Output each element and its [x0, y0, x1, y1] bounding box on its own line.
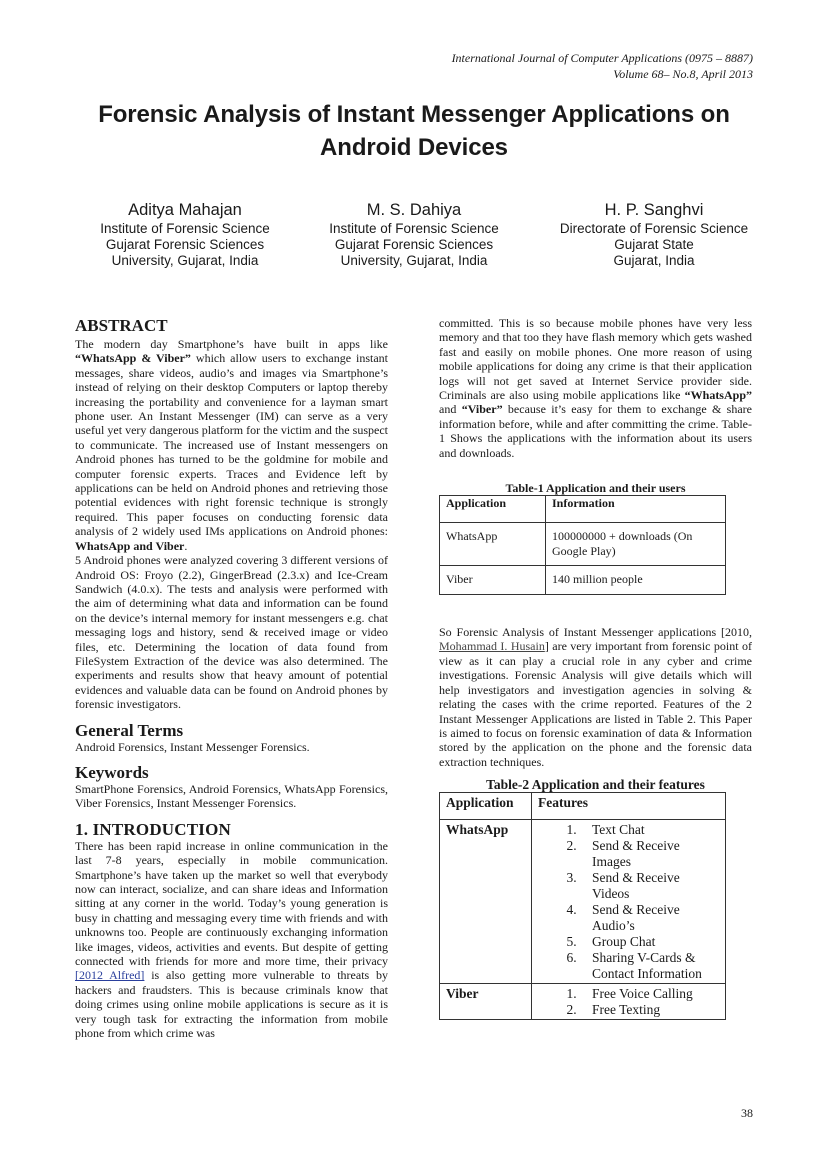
- journal-name: International Journal of Computer Applications (0975 – 8887): [451, 51, 753, 65]
- body-text: ] are very important from forensic point of view as it can play a crucial role in any cyber and crime investigations. Forensic Analysis will give details which will help investigators and investigation agencies in solving & relating the cases with the crime reported. Features of the 2 Instant Messenger Applications are listed in Table 2. This Paper is aimed to focus on forensic examination of data & Information stored by the application on the phone and the forensic data extraction techniques.: [439, 639, 753, 769]
- author-affiliation: Gujarat State: [614, 237, 694, 252]
- right-column: [439, 316, 752, 1020]
- table-header-row: [440, 793, 726, 820]
- author-affiliation: Directorate of Forensic Science: [559, 221, 749, 236]
- abstract-paragraph-2: 5 Android phones were analyzed covering 3 different versions of Android OS: Froyo (2.2), GingerBread (2.3.x) and Ice-Cream Sandwich (4.0.x). The tests and analysis were performed with the aim of determining what data and information can be found on the device’s internal memory for instant messengers e.g. chat messaging logs and history, send & received image or video files, etc. Determining the location of data found from FileSystem Extraction of the device was also determined. The experiments and results show that heavy amount of potential evidences and valuable data can be found on Android phones by forensic investigators.: [75, 553, 388, 712]
- list-item: 2. Free Texting: [580, 1002, 719, 1018]
- abstract-text: which allow users to exchange instant messages, share videos, audio’s and images via Smartphone’s instead of relying on their desktop Computers or laptop thereby increasing the portability and convenience for a layman smart phone user. An Instant Messenger (IM) can serve as a very useful yet very dangerous platform for the victim and the suspect to communicate. The increased use of Instant messengers on Android phones has turned to be the goldmine for mobile and computer forensic experts. Traces and Evidence left by applications can be held on Android phones and retrieving those potential evidences with right forensic technique is strongly required. This paper focuses on conducting forensic data analysis of 2 widely used IMs applications on Android phones:: [75, 351, 388, 539]
- body-paragraph-2: [439, 625, 752, 769]
- body-text-bold: “Viber”: [461, 402, 503, 417]
- author-name: M. S. Dahiya: [366, 201, 462, 219]
- author-block-1: [75, 200, 295, 269]
- list-item: 1. Text Chat: [580, 822, 719, 838]
- journal-volume: Volume 68– No.8, April 2013: [613, 67, 753, 81]
- table-cell: [532, 984, 726, 1020]
- citation-link[interactable]: Mohammad I. Husain: [439, 639, 545, 654]
- introduction-paragraph: [75, 839, 388, 1041]
- table-cell: [532, 820, 726, 984]
- author-affiliation: Institute of Forensic Science: [329, 221, 499, 236]
- table1-caption: Table-1 Application and their users: [505, 481, 686, 496]
- table-row: [440, 566, 726, 595]
- general-terms-text: Android Forensics, Instant Messenger Forensics.: [75, 739, 310, 754]
- author-block-3: [534, 200, 774, 269]
- feature-list: [538, 986, 719, 1018]
- abstract-text: The modern day Smartphone’s have built in apps like: [75, 337, 388, 351]
- author-affiliation: University, Gujarat, India: [340, 253, 488, 268]
- table-header-cell: Information: [546, 496, 726, 523]
- list-item: 4. Send & Receive Audio’s: [580, 902, 719, 934]
- table-header-cell: Application: [440, 496, 546, 523]
- author-name: H. P. Sanghvi: [604, 201, 704, 219]
- table-row: [440, 820, 726, 984]
- body-text: and: [439, 402, 462, 417]
- author-affiliation: Institute of Forensic Science: [100, 221, 270, 236]
- abstract-paragraph: [75, 337, 388, 553]
- list-item: 5. Group Chat: [580, 934, 719, 950]
- abstract-text: .: [184, 538, 188, 553]
- table-cell: 100000000 + downloads (On Google Play): [546, 523, 726, 566]
- list-item: 3. Send & Receive Videos: [580, 870, 719, 902]
- table-row: [440, 984, 726, 1020]
- table-row: [440, 523, 726, 566]
- table-cell: 140 million people: [546, 566, 726, 595]
- author-block-2: [304, 200, 524, 269]
- table-header-cell: Features: [532, 793, 726, 820]
- table-cell: WhatsApp: [440, 820, 532, 984]
- table-cell: Viber: [440, 984, 532, 1020]
- author-name: Aditya Mahajan: [128, 201, 242, 219]
- introduction-text: is also getting more vulnerable to threats by hackers and fraudsters. This is because criminals know that doing crimes using online mobile applications is secure as it is very tough task for extracting the information from mobile phone from which crime was: [75, 968, 388, 1041]
- feature-list: [538, 822, 719, 982]
- keywords-text: SmartPhone Forensics, Android Forensics, WhatsApp Forensics, Viber Forensics, Instant Messenger Forensics.: [75, 781, 388, 811]
- introduction-heading: 1. INTRODUCTION: [75, 819, 232, 839]
- author-affiliation: Gujarat, India: [613, 253, 695, 268]
- list-item: 2. Send & Receive Images: [580, 838, 719, 870]
- general-terms-heading: General Terms: [75, 720, 184, 740]
- author-affiliation: Gujarat Forensic Sciences: [334, 237, 494, 252]
- citation-link[interactable]: [2012 Alfred]: [75, 968, 145, 983]
- body-text: because it’s easy for them to exchange & share information before, while and after committing the crime. Table-1 Shows the applications with the information about its users and downloads.: [439, 402, 753, 460]
- table2-caption: Table-2 Application and their features: [486, 777, 705, 793]
- author-affiliation: Gujarat Forensic Sciences: [105, 237, 265, 252]
- abstract-heading: ABSTRACT: [75, 316, 168, 335]
- body-text: So Forensic Analysis of Instant Messenger applications [2010,: [439, 625, 752, 640]
- table-cell: Viber: [440, 566, 546, 595]
- paper-title: Forensic Analysis of Instant Messenger Applications on Android Devices: [98, 101, 730, 161]
- body-text-bold: “WhatsApp”: [684, 388, 752, 403]
- abstract-text-bold: “WhatsApp & Viber”: [75, 351, 191, 366]
- abstract-text-bold: WhatsApp and Viber: [75, 538, 185, 553]
- list-item: 1. Free Voice Calling: [580, 986, 719, 1002]
- table-header-cell: Application: [440, 793, 532, 820]
- left-column: [75, 316, 388, 1040]
- table2: [439, 792, 726, 1020]
- journal-header: [452, 50, 753, 82]
- body-text: committed. This is so because mobile phones have very less memory and that too they have flash memory which gets washed fast and easily on mobile phones. One more reason of using mobile applications for doing any crime is that their application logs will not get saved at Internet Service provider side. Criminals are also using mobile applications like: [439, 316, 752, 403]
- body-paragraph: [439, 316, 752, 460]
- keywords-heading: Keywords: [75, 762, 149, 782]
- author-affiliation: University, Gujarat, India: [111, 253, 259, 268]
- list-item: 6. Sharing V-Cards & Contact Information: [580, 950, 719, 982]
- page-number: 38: [741, 1106, 753, 1120]
- table-cell: WhatsApp: [440, 523, 546, 566]
- introduction-text: There has been rapid increase in online communication in the last 7-8 years, especially in mobile communication. Smartphone’s have taken up the market so well that everybody now can interact, socialize, and can share ideas and Information sitting at any corner in the world. Today’s young generation is busy in chatting and messaging every time with friends and with unknowns too. People are continuously exchanging information like images, videos, activities and events. But despite of getting connected with friends for more and more time, their privacy: [75, 838, 388, 969]
- table1: [439, 495, 726, 595]
- table-header-row: [440, 496, 726, 523]
